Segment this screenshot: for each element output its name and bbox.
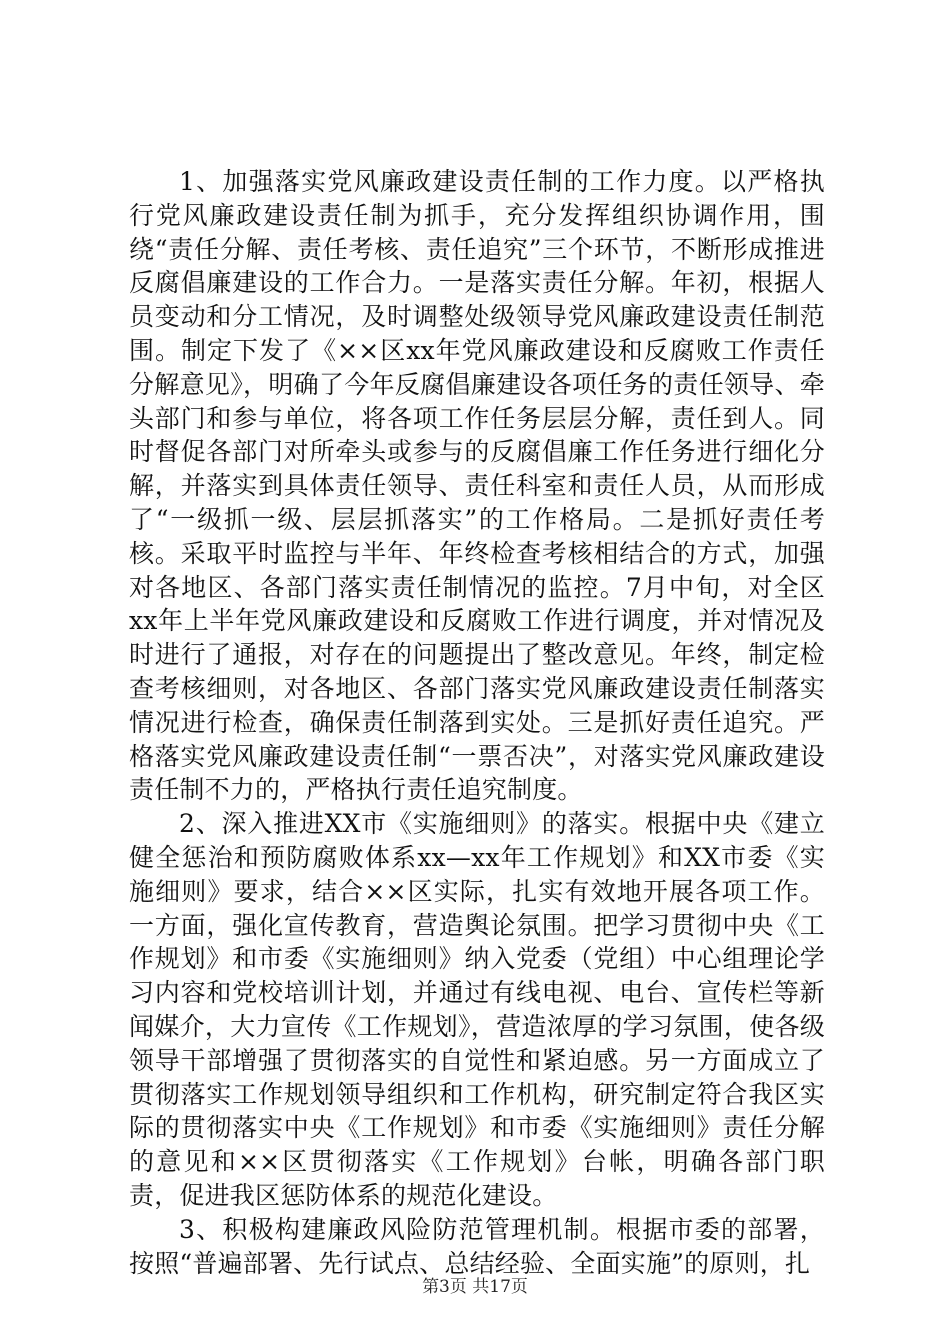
paragraph-1: 1、加强落实党风廉政建设责任制的工作力度。以严格执行党风廉政建设责任制为抓手，充分发挥组织协调作用，围绕“责任分解、责任考核、责任追究”三个环节，不断形成推进反腐倡廉建设的工作合力。一是落实责任分解。年初，根据人员变动和分工情况，及时调整处级领导党风廉政建设责任制范围。制定下发了《××区xx年党风廉政建设和反腐败工作责任分解意见》，明确了今年反腐倡廉建设各项任务的责任领导、牵头部门和参与单位，将各项工作任务层层分解，责任到人。同时督促各部门对所牵头或参与的反腐倡廉工作任务进行细化分解，并落实到具体责任领导、责任科室和责任人员，从而形成了“一级抓一级、层层抓落实”的工作格局。二是抓好责任考核。采取平时监控与半年、年终检查考核相结合的方式，加强对各地区、各部门落实责任制情况的监控。7月中旬，对全区xx年上半年党风廉政建设和反腐败工作进行调度，并对情况及时进行了通报，对存在的问题提出了整改意见。年终，制定检查考核细则，对各地区、各部门落实党风廉政建设责任制落实情况进行检查，确保责任制落到实处。三是抓好责任追究。严格落实党风廉政建设责任制“一票否决”，对落实党风廉政建设责任制不力的，严格执行责任追究制度。 bbox=[129, 167, 825, 805]
paragraph-3: 3、积极构建廉政风险防范管理机制。根据市委的部署，按照“普遍部署、先行试点、总结经验、全面实施”的原则，扎 bbox=[129, 1214, 825, 1278]
paragraph-2: 2、深入推进XX市《实施细则》的落实。根据中央《建立健全惩治和预防腐败体系xx—xx年工作规划》和XX市委《实施细则》要求，结合××区实际，扎实有效地开展各项工作。一方面，强化宣传教育，营造舆论氛围。把学习贯彻中央《工作规划》和市委《实施细则》纳入党委（党组）中心组理论学习内容和党校培训计划，并通过有线电视、电台、宣传栏等新闻媒介，大力宣传《工作规划》，营造浓厚的学习氛围，使各级领导干部增强了贯彻落实的自觉性和紧迫感。另一方面成立了贯彻落实工作规划领导组织和工作机构，研究制定符合我区实际的贯彻落实中央《工作规划》和市委《实施细则》责任分解的意见和××区贯彻落实《工作规划》台帐，明确各部门职责，促进我区惩防体系的规范化建设。 bbox=[129, 809, 825, 1210]
page-number-footer: 第3页 共17页 bbox=[422, 1277, 528, 1297]
document-body bbox=[129, 165, 825, 1280]
